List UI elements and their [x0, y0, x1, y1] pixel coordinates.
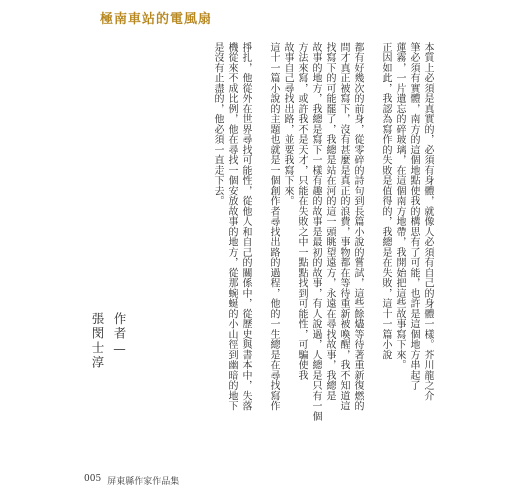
text-column: 故事的地方，我總是寫下一樣有趣的故事是最初的故事，有人說過，人總是只有一個: [310, 42, 321, 422]
text-column: 是沒有止盡的，他必須一直走下去。: [212, 42, 223, 206]
text-column: 故事自己尋找出路，並要我寫下來。: [282, 42, 293, 206]
page-number: 005: [84, 474, 102, 484]
signature-author: 張閔士淳: [90, 312, 105, 370]
text-column: 問才真正被寫下，沒有甚麼是真正的浪費，事物都在等待重新被喚醒，我不知道這: [338, 42, 349, 411]
author-signature: [92, 312, 126, 460]
text-column: 都有好幾次的前身，從零碎的詩句到長篇小說的嘗試，這些餘燼等待著重新復燃的: [352, 42, 363, 411]
text-column: 正因如此，我認為寫作的失敗是值得的，我總是在失敗，這十一篇小說: [380, 42, 391, 360]
signature-label: 作者—: [112, 312, 127, 358]
text-column: 掙扎，他從外在世界尋找可能性，從他人和自己的關係中，從歷史與書本中，失落: [240, 42, 251, 411]
book-title: 屏東縣作家作品集: [107, 477, 180, 487]
text-column: 蓮霧，一片遺忘的碎玻璃，在這個南方地帶，我開始把這些故事寫下來。: [394, 42, 405, 370]
text-column: 筆必須有實體，南方的這個地點使我的構思有了可能，也許是這個地方串起了: [408, 42, 419, 391]
text-column: 機從來不成比例，他在尋找一個安放故事的地方，從那蜿蜒的小山徑到幽暗的地下: [226, 42, 237, 411]
text-column: 這十一篇小說的主題也就是一個創作者尋找出路的過程，他的一生總是在尋找寫作: [268, 42, 279, 411]
text-column: 方法來寫，或許我不是天才，只能在失敗之中一點點找到可能性，可騙使我: [296, 42, 307, 381]
body-text: [84, 42, 434, 462]
text-column: 找寫下的可能罷了，我總是站在河的這一頭眺望遠方，永遠在尋找故事，我總是: [324, 42, 335, 401]
text-column: 本質上必須是真實的，必須有身體，就像人必須有自己的身體一樣。芥川龍之介: [422, 42, 433, 401]
running-header-title: 極南車站的電風扇: [100, 12, 213, 27]
page-footer: [84, 474, 179, 487]
